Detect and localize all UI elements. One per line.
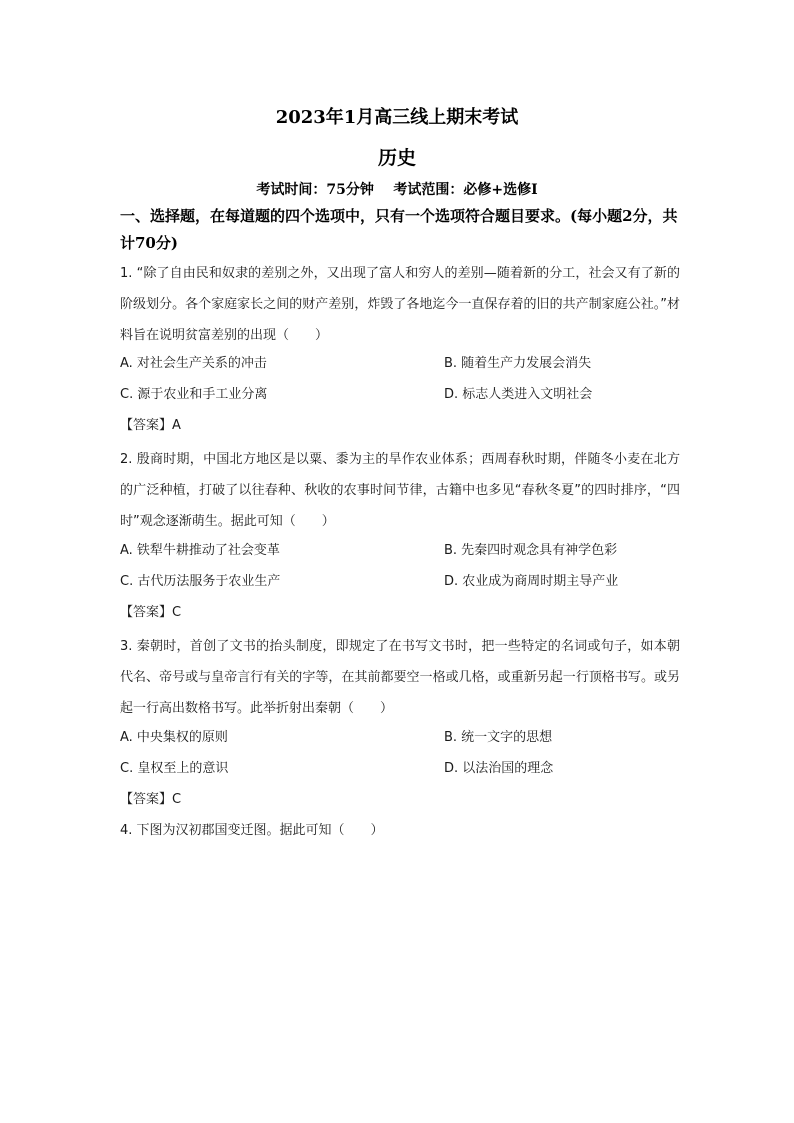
question-2-option-a: A. 铁犁牛耕推动了社会变革 [120,543,280,558]
question-3-stem: 3. 秦朝时，首创了文书的抬头制度，即规定了在书写文书时，把一些特定的名词或句子，如本朝代名、帝号或与皇帝言行有关的字等，在其前都要空一格或几格，或重新另起一行顶格书写。或另起一行高出数格书写。此举折射出秦朝（ ） [120,639,680,716]
question-2-answer: 【答案】C [120,605,182,620]
question-3-option-c: C. 皇权至上的意识 [120,761,229,776]
question-3-option-d: D. 以法治国的理念 [444,761,554,776]
question-2-option-c: C. 古代历法服务于农业生产 [120,574,281,589]
question-1-stem: 1. “除了自由民和奴隶的差别之外，又出现了富人和穷人的差别—随着新的分工，社会又有了新的阶级划分。各个家庭家长之间的财产差别，炸毁了各地迄今一直保存着的旧的共产制家庭公社。”材料旨在说明贫富差别的出现（ ） [120,266,680,343]
question-2-option-b: B. 先秦四时观念具有神学色彩 [444,543,618,558]
question-2-stem: 2. 殷商时期，中国北方地区是以粟、黍为主的旱作农业体系；西周春秋时期，伴随冬小麦在北方的广泛种植，打破了以往春种、秋收的农事时间节律，古籍中也多见“春秋冬夏”的四时排序，“四时”观念逐渐萌生。据此可知（ ） [120,452,680,529]
question-3-answer: 【答案】C [120,792,182,807]
section-heading: 一、选择题，在每道题的四个选项中，只有一个选项符合题目要求。(每小题2分，共计70分) [120,207,678,252]
subject-title: 历史 [377,147,416,169]
exam-title: 2023年1月高三线上期末考试 [275,107,519,128]
exam-info: 考试时间：75分钟 考试范围：必修+选修Ⅰ [256,182,538,198]
question-1-answer: 【答案】A [120,418,181,433]
question-4-stem: 4. 下图为汉初郡国变迁图。据此可知（ ） [120,823,384,838]
question-3-option-a: A. 中央集权的原则 [120,730,228,745]
question-1-option-c: C. 源于农业和手工业分离 [120,387,268,402]
question-1-option-a: A. 对社会生产关系的冲击 [120,356,267,371]
question-2-option-d: D. 农业成为商周时期主导产业 [444,574,619,589]
question-1-option-b: B. 随着生产力发展会消失 [444,356,592,371]
question-1-option-d: D. 标志人类进入文明社会 [444,387,593,402]
question-3-option-b: B. 统一文字的思想 [444,730,553,745]
